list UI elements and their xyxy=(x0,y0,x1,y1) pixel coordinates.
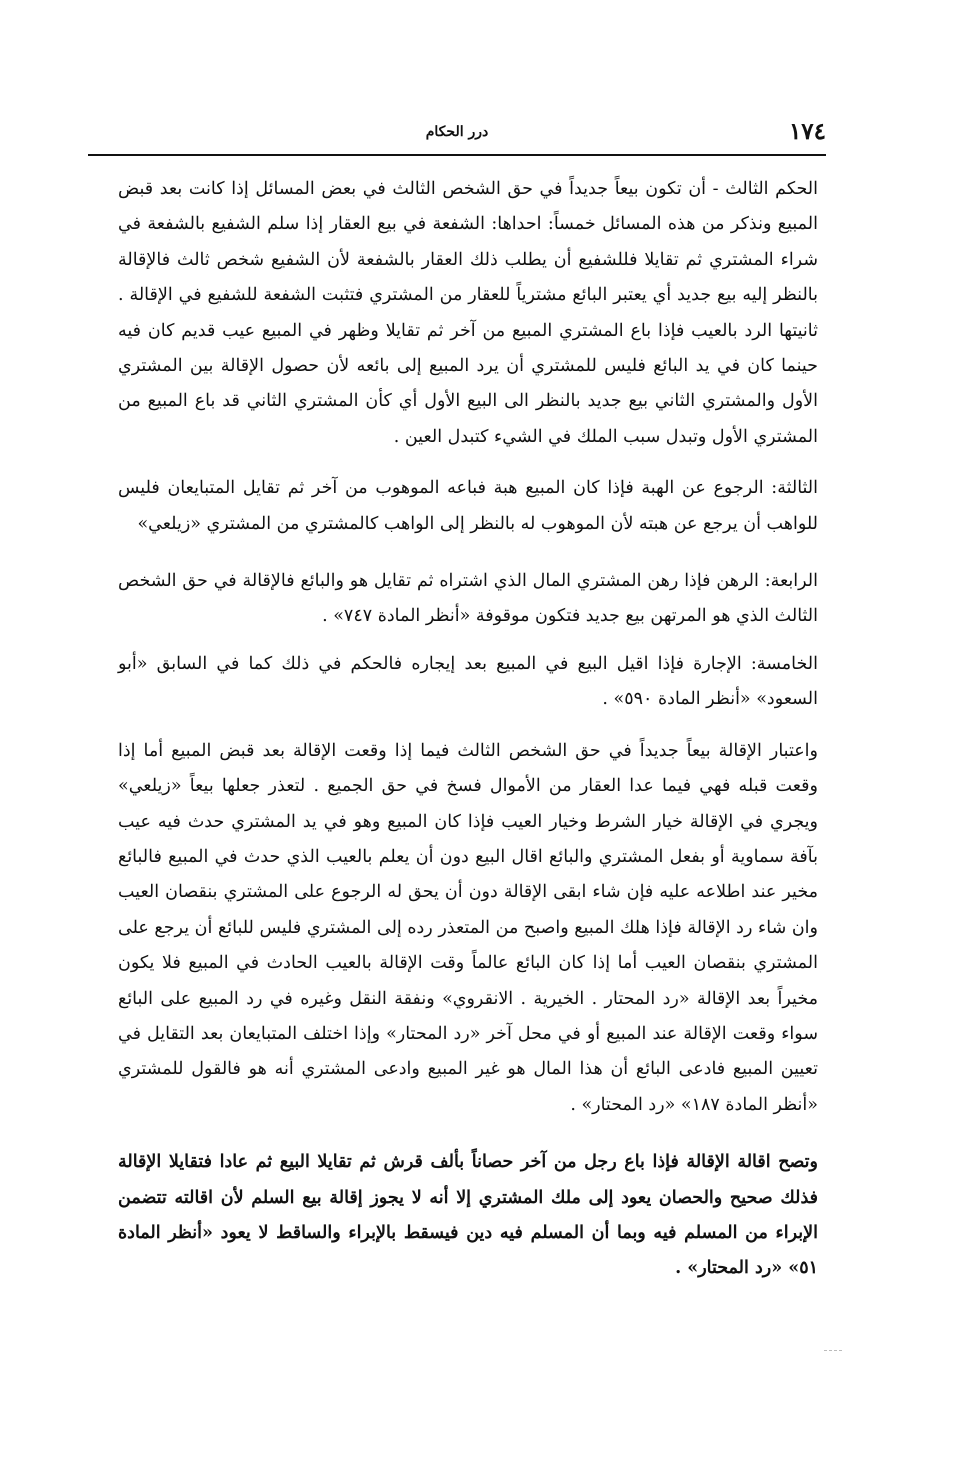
page-number: ١٧٤ xyxy=(788,118,826,145)
body-text xyxy=(118,172,818,1287)
paragraph-rescission-of-rescission: وتصح اقالة الإقالة فإذا باع رجل من آخر حصاناً بألف قرش ثم تقايلا البيع ثم عادا فتقايلا الإقالة فذلك صحيح والحصان يعود إلى ملك المشتري إلا أنه لا يجوز إقالة بيع السلم لأن اقالته تتضمن الإبراء من المسلم فيه وبما أن المسلم فيه دين فيسقط بالإبراء والساقط لا يعود «أنظر المادة ٥١» «رد المحتار» . xyxy=(118,1152,818,1279)
paragraph-gift-revocation: الثالثة: الرجوع عن الهبة فإذا كان المبيع هبة فباعه الموهوب من آخر ثم تقايل المتبايعان فليس للواهب أن يرجع عن هبته لأن الموهوب له بالنظر إلى الواهب كالمشتري من المشتري «زيلعي» xyxy=(118,478,818,534)
paragraph-lease: الخامسة: الإجارة فإذا اقيل البيع في المبيع بعد إيجاره فالحكم في ذلك كما في السابق «أبو السعود» «أنظر المادة ٥٩٠» . xyxy=(118,653,818,710)
running-title: درر الحكام xyxy=(425,124,489,140)
paragraph-pledge: الرابعة: الرهن فإذا رهن المشتري المال الذي اشتراه ثم تقايل هو والبائع فالإقالة في حق الشخص الثالث الذي هو المرتهن بيع جديد فتكون موقوفة «أنظر المادة ٧٤٧» . xyxy=(118,571,818,627)
paragraph-rescission-consideration: واعتبار الإقالة بيعاً جديداً في حق الشخص الثالث فيما إذا وقعت الإقالة بعد قبض المبيع أما إذا وقعت قبله فهي فيما عدا العقار من الأموال فسخ في حق الجميع . لتعذر جعلها بيعاً «زيلعي» ويجري في الإقالة خيار الشرط وخيار العيب فإذا كان المبيع وهو في يد المشتري حدث فيه عيب بآفة سماوية أو بفعل المشتري والبائع اقال البيع دون أن يعلم بالعيب الذي حدث في المبيع فالبائع مخير عند اطلاعه عليه فإن شاء ابقى الإقالة دون أن يحق له الرجوع على المشتري بنقصان العيب وان شاء رد الإقالة فإذا هلك المبيع واصبح من المتعذر رده إلى المشتري فليس للبائع أن يرجع على المشتري بنقصان العيب أما إذا كان البائع عالماً وقت الإقالة بالعيب الحادث في المبيع فلا يكون مخيراً بعد الإقالة «رد المحتار . الخيرية . الانقروي» ونفقة النقل وغيره في رد المبيع على البائع سواء وقعت الإقالة عند المبيع أو في محل آخر «رد المحتار» وإذا اختلف المتبايعان بعد التقايل في تعيين المبيع فادعى البائع أن هذا المال هو غير المبيع وادعى المشتري أنه هو فالقول للمشتري «أنظر المادة ١٨٧» «رد المحتار» . xyxy=(118,740,818,1115)
scan-mark xyxy=(824,1350,842,1351)
page-header xyxy=(88,118,826,158)
header-rule xyxy=(88,154,826,156)
paragraph-third-ruling: الحكم الثالث - أن تكون بيعاً جديداً في حق الشخص الثالث في بعض المسائل إذا كانت بعد قبض المبيع ونذكر من هذه المسائل خمساً: احداها: الشفعة في بيع العقار إذا سلم الشفيع بالشفعة في شراء المشتري ثم تقايلا فللشفيع أن يطلب ذلك العقار بالشفعة لأن الشفيع شخص ثالث فالإقالة بالنظر إليه بيع جديد أي يعتبر البائع مشترياً للعقار من المشتري فتثبت الشفعة للشفيع في الإقالة . ثانيتها الرد بالعيب فإذا باع المشتري المبيع من آخر ثم تقايلا وظهر في المبيع عيب قديم كان فيه حينما كان في يد البائع فليس للمشتري أن يرد المبيع إلى بائعه لأن حصول الإقالة بين المشتري الأول والمشتري الثاني بيع جديد بالنظر الى البيع الأول أي كأن المشتري الثاني قد باع المبيع من المشتري الأول وتبدل سبب الملك في الشيء كتبدل العين . xyxy=(118,179,818,447)
